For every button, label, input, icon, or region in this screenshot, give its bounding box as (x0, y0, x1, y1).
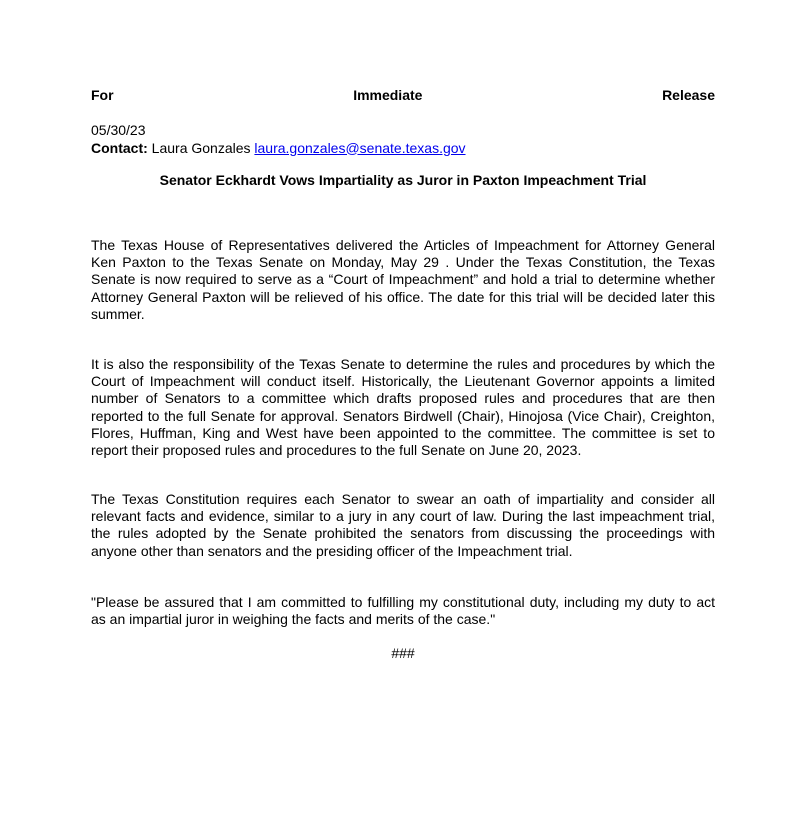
release-word-release: Release (662, 87, 715, 103)
contact-email-link[interactable]: laura.gonzales@senate.texas.gov (254, 139, 466, 156)
body-paragraph-1: The Texas House of Representatives delivered the Articles of Impeachment for Attorney General Ken Paxton to the Texas Senate on Monday, May 29 . Under the Texas Constitution, the Texas Senate is now required to serve as a “Court of Impeachment” and hold a trial to determine whether Attorney General Paxton will be relieved of his office. The date for this trial will be decided later this summer. (91, 237, 715, 322)
contact-label: Contact: (91, 139, 148, 156)
body-paragraph-2: It is also the responsibility of the Texas Senate to determine the rules and procedures by which the Court of Impeachment will conduct itself. Historically, the Lieutenant Governor appoints a limited number of Senators to a committee which drafts proposed rules and procedures that are then reported to the full Senate for approval. Senators Birdwell (Chair), Hinojosa (Vice Chair), Creighton, Flores, Huffman, King and West have been appointed to the committee. The committee is set to report their proposed rules and procedures to the full Senate on June 20, 2023. (91, 356, 715, 459)
body-paragraph-3: The Texas Constitution requires each Senator to swear an oath of impartiality and consider all relevant facts and evidence, similar to a jury in any court of law. During the last impeachment trial, the rules adopted by the Senate prohibited the senators from discussing the proceedings with anyone other than senators and the presiding officer of the Impeachment trial. (91, 491, 715, 559)
end-mark: ### (391, 645, 415, 661)
release-line (91, 87, 715, 104)
release-word-for: For (91, 87, 114, 103)
headline: Senator Eckhardt Vows Impartiality as Juror in Paxton Impeachment Trial (159, 172, 647, 188)
release-meta (91, 122, 715, 157)
quote-paragraph: "Please be assured that I am committed to fulfilling my constitutional duty, including my duty to act as an impartial juror in weighing the facts and merits of the case." (91, 594, 715, 628)
contact-line (91, 140, 715, 158)
contact-name: Laura Gonzales (151, 139, 251, 156)
release-date: 05/30/23 (91, 122, 146, 138)
release-word-immediate: Immediate (353, 87, 423, 103)
